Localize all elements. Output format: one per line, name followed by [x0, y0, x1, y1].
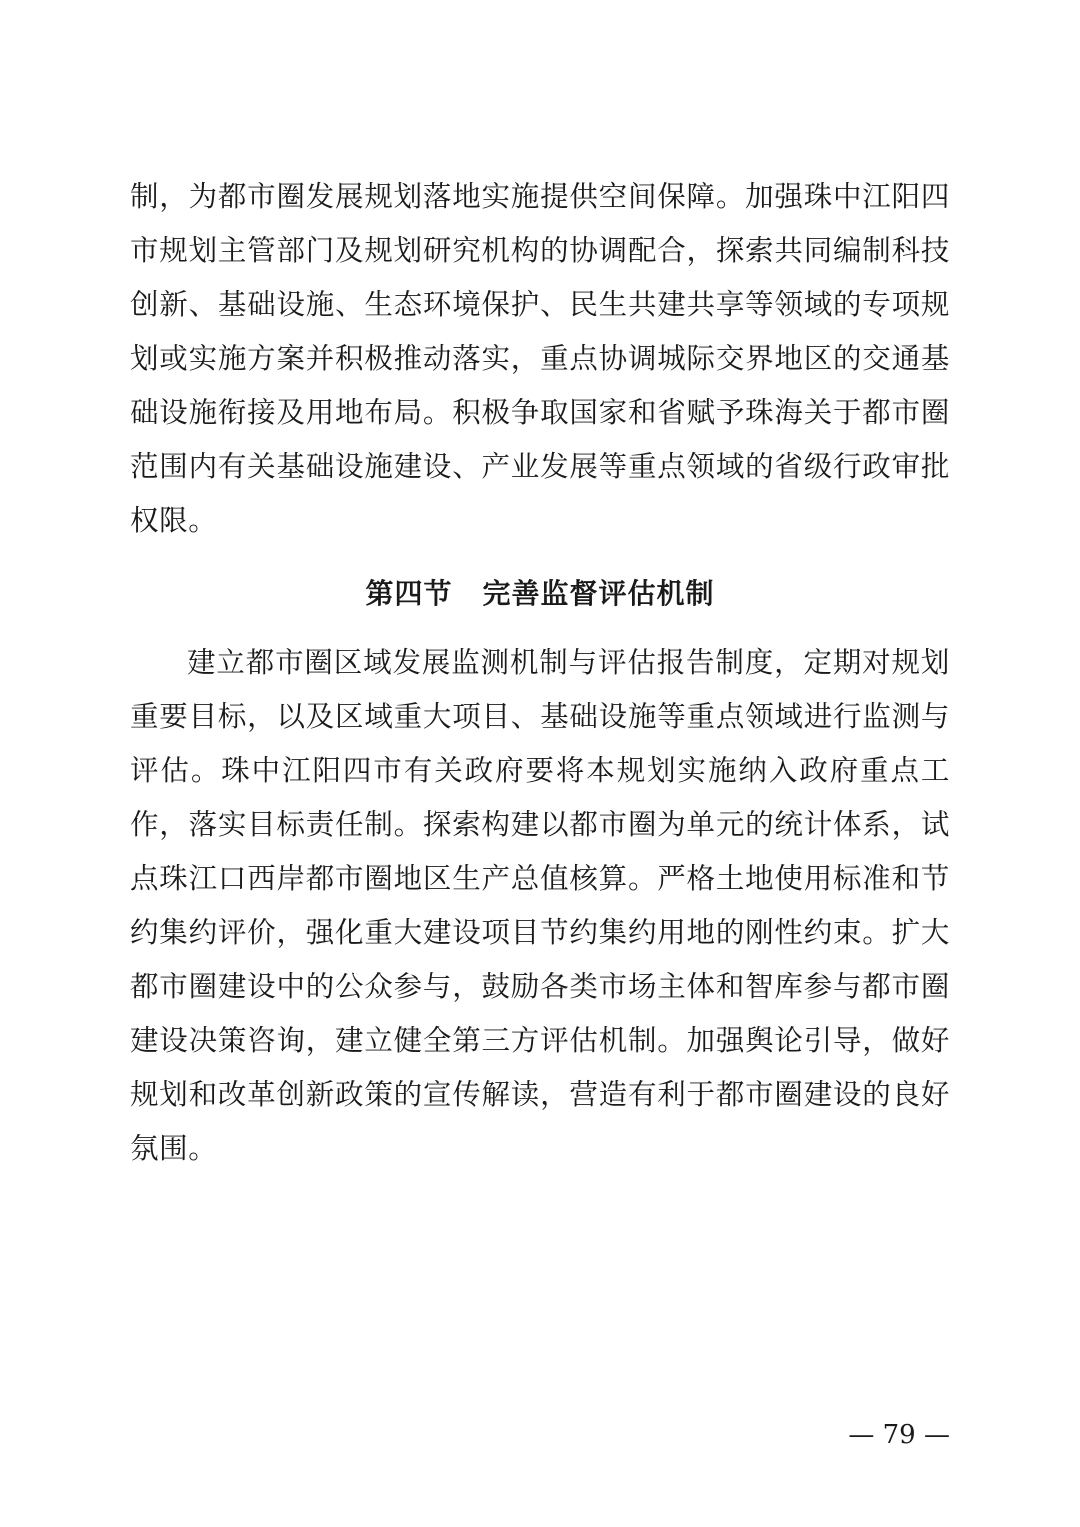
section-number: 第四节: [365, 577, 453, 610]
section-title: 完善监督评估机制: [482, 577, 715, 610]
paragraph-continued: 制，为都市圈发展规划落地实施提供空间保障。加强珠中江阳四市规划主管部门及规划研究机构的协调配合，探索共同编制科技创新、基础设施、生态环境保护、民生共建共享等领域的专项规划或实施方案并积极推动落实，重点协调城际交界地区的交通基础设施衔接及用地布局。积极争取国家和省赋予珠海关于都市圈范围内有关基础设施建设、产业发展等重点领域的省级行政审批权限。: [130, 180, 950, 537]
page-number: — 79 —: [848, 1420, 950, 1450]
paragraph-section4-body: 建立都市圈区域发展监测机制与评估报告制度，定期对规划重要目标，以及区域重大项目、基础设施等重点领域进行监测与评估。珠中江阳四市有关政府要将本规划实施纳入政府重点工作，落实目标责任制。探索构建以都市圈为单元的统计体系，试点珠江口西岸都市圈地区生产总值核算。严格土地使用标准和节约集约评价，强化重大建设项目节约集约用地的刚性约束。扩大都市圈建设中的公众参与，鼓励各类市场主体和智库参与都市圈建设决策咨询，建立健全第三方评估机制。加强舆论引导，做好规划和改革创新政策的宣传解读，营造有利于都市圈建设的良好氛围。: [130, 646, 950, 1165]
section-heading: [0, 570, 1080, 618]
